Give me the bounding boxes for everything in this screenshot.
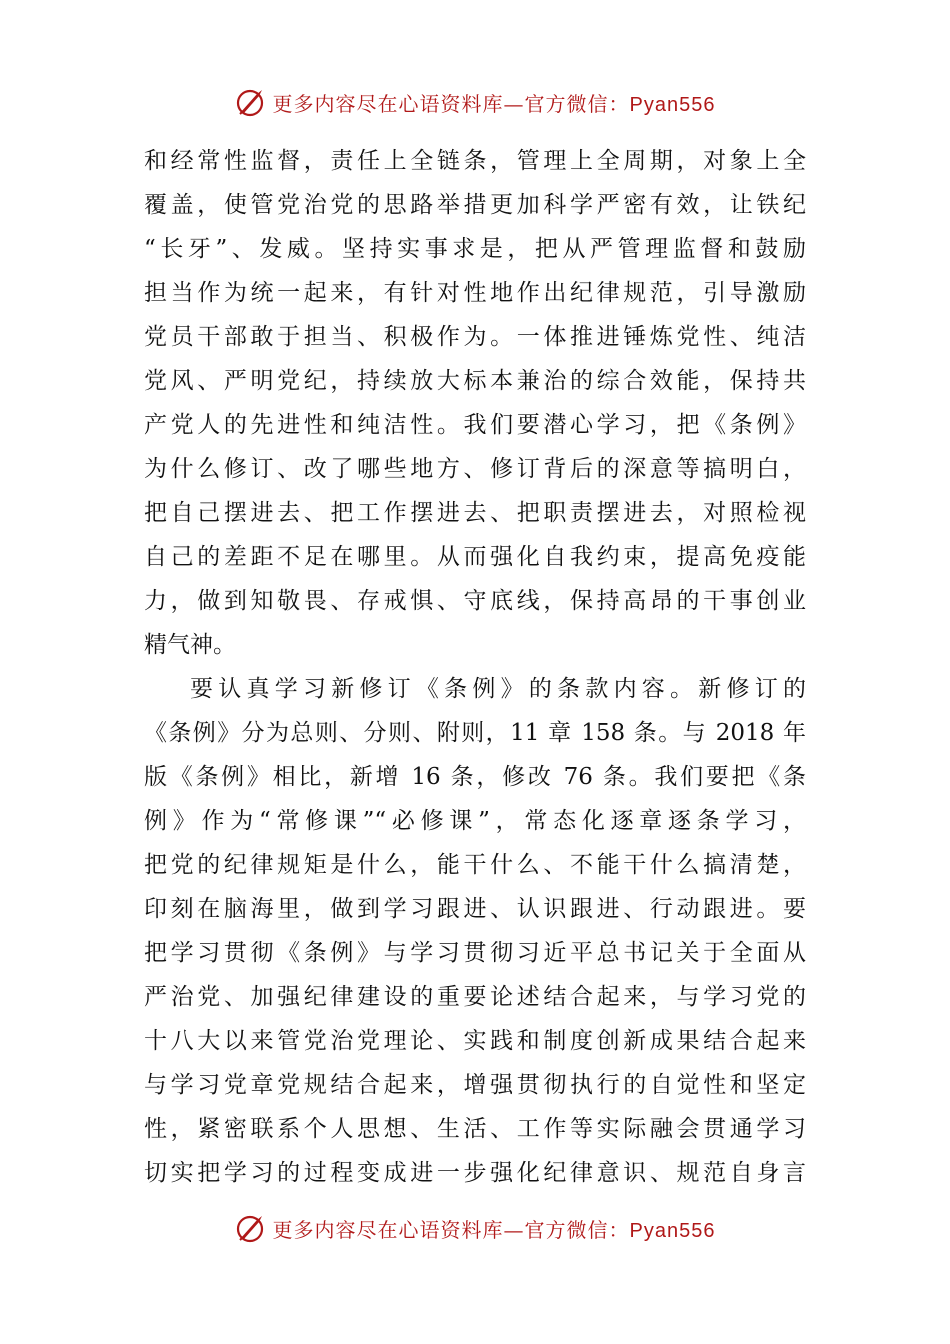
- text-line: 《条例》分为总则、分则、附则，11 章 158 条。与 2018 年: [144, 720, 806, 746]
- text-line: 严治党、加强纪律建设的重要论述结合起来，与学习党的: [144, 984, 806, 1010]
- pen-logo-icon: [235, 1212, 267, 1244]
- text-line: 为什么修订、改了哪些地方、修订背后的深意等搞明白，: [144, 456, 806, 482]
- footer-wechat-label: 官方微信：: [524, 1217, 630, 1242]
- header-dash: —: [503, 91, 525, 116]
- text-line: 例》作为“常修课”“必修课”，常态化逐章逐条学习，: [144, 808, 806, 834]
- text-line: 产党人的先进性和纯洁性。我们要潜心学习，把《条例》: [144, 412, 806, 438]
- text-line: 十八大以来管党治党理论、实践和制度创新成果结合起来: [144, 1028, 806, 1054]
- text-line: 要认真学习新修订《条例》的条款内容。新修订的: [190, 676, 806, 702]
- text-line: 印刻在脑海里，做到学习跟进、认识跟进、行动跟进。要: [144, 896, 806, 922]
- header-text: [273, 88, 716, 117]
- text-line: 版《条例》相比，新增 16 条，修改 76 条。我们要把《条: [144, 764, 806, 790]
- footer-site-text: 更多内容尽在心语资料库: [272, 1217, 504, 1242]
- text-line: 党风、严明党纪，持续放大标本兼治的综合效能，保持共: [144, 368, 806, 394]
- text-line: 党员干部敢于担当、积极作为。一体推进锤炼党性、纯洁: [144, 324, 806, 350]
- footer-dash: —: [503, 1217, 525, 1242]
- header-wechat-label: 官方微信：: [524, 91, 630, 116]
- header-wechat-id: Pyan556: [629, 93, 716, 116]
- text-line: “长牙”、发威。坚持实事求是，把从严管理监督和鼓励: [144, 236, 806, 262]
- text-line: 性，紧密联系个人思想、生活、工作等实际融会贯通学习: [144, 1116, 806, 1142]
- header-banner: [0, 82, 950, 122]
- paragraph-2: [144, 667, 806, 1195]
- header-site-text: 更多内容尽在心语资料库: [272, 91, 504, 116]
- footer-text: [273, 1214, 716, 1243]
- text-line: 把学习贯彻《条例》与学习贯彻习近平总书记关于全面从: [144, 940, 806, 966]
- pen-logo-icon: [235, 86, 267, 118]
- text-line: 把党的纪律规矩是什么，能干什么、不能干什么搞清楚，: [144, 852, 806, 878]
- text-line: 自己的差距不足在哪里。从而强化自我约束，提高免疫能: [144, 544, 806, 570]
- paragraph-1: [144, 139, 806, 667]
- document-body: [144, 139, 806, 1195]
- text-line: 覆盖，使管党治党的思路举措更加科学严密有效，让铁纪: [144, 192, 806, 218]
- footer-banner: [0, 1208, 950, 1248]
- text-line: 担当作为统一起来，有针对性地作出纪律规范，引导激励: [144, 280, 806, 306]
- footer-wechat-id: Pyan556: [629, 1219, 716, 1242]
- text-line: 切实把学习的过程变成进一步强化纪律意识、规范自身言: [144, 1160, 806, 1186]
- text-line: 力，做到知敬畏、存戒惧、守底线，保持高昂的干事创业: [144, 588, 806, 614]
- text-line: 和经常性监督，责任上全链条，管理上全周期，对象上全: [144, 148, 806, 174]
- text-line: 精气神。: [144, 632, 236, 658]
- text-line: 把自己摆进去、把工作摆进去、把职责摆进去，对照检视: [144, 500, 806, 526]
- text-line: 与学习党章党规结合起来，增强贯彻执行的自觉性和坚定: [144, 1072, 806, 1098]
